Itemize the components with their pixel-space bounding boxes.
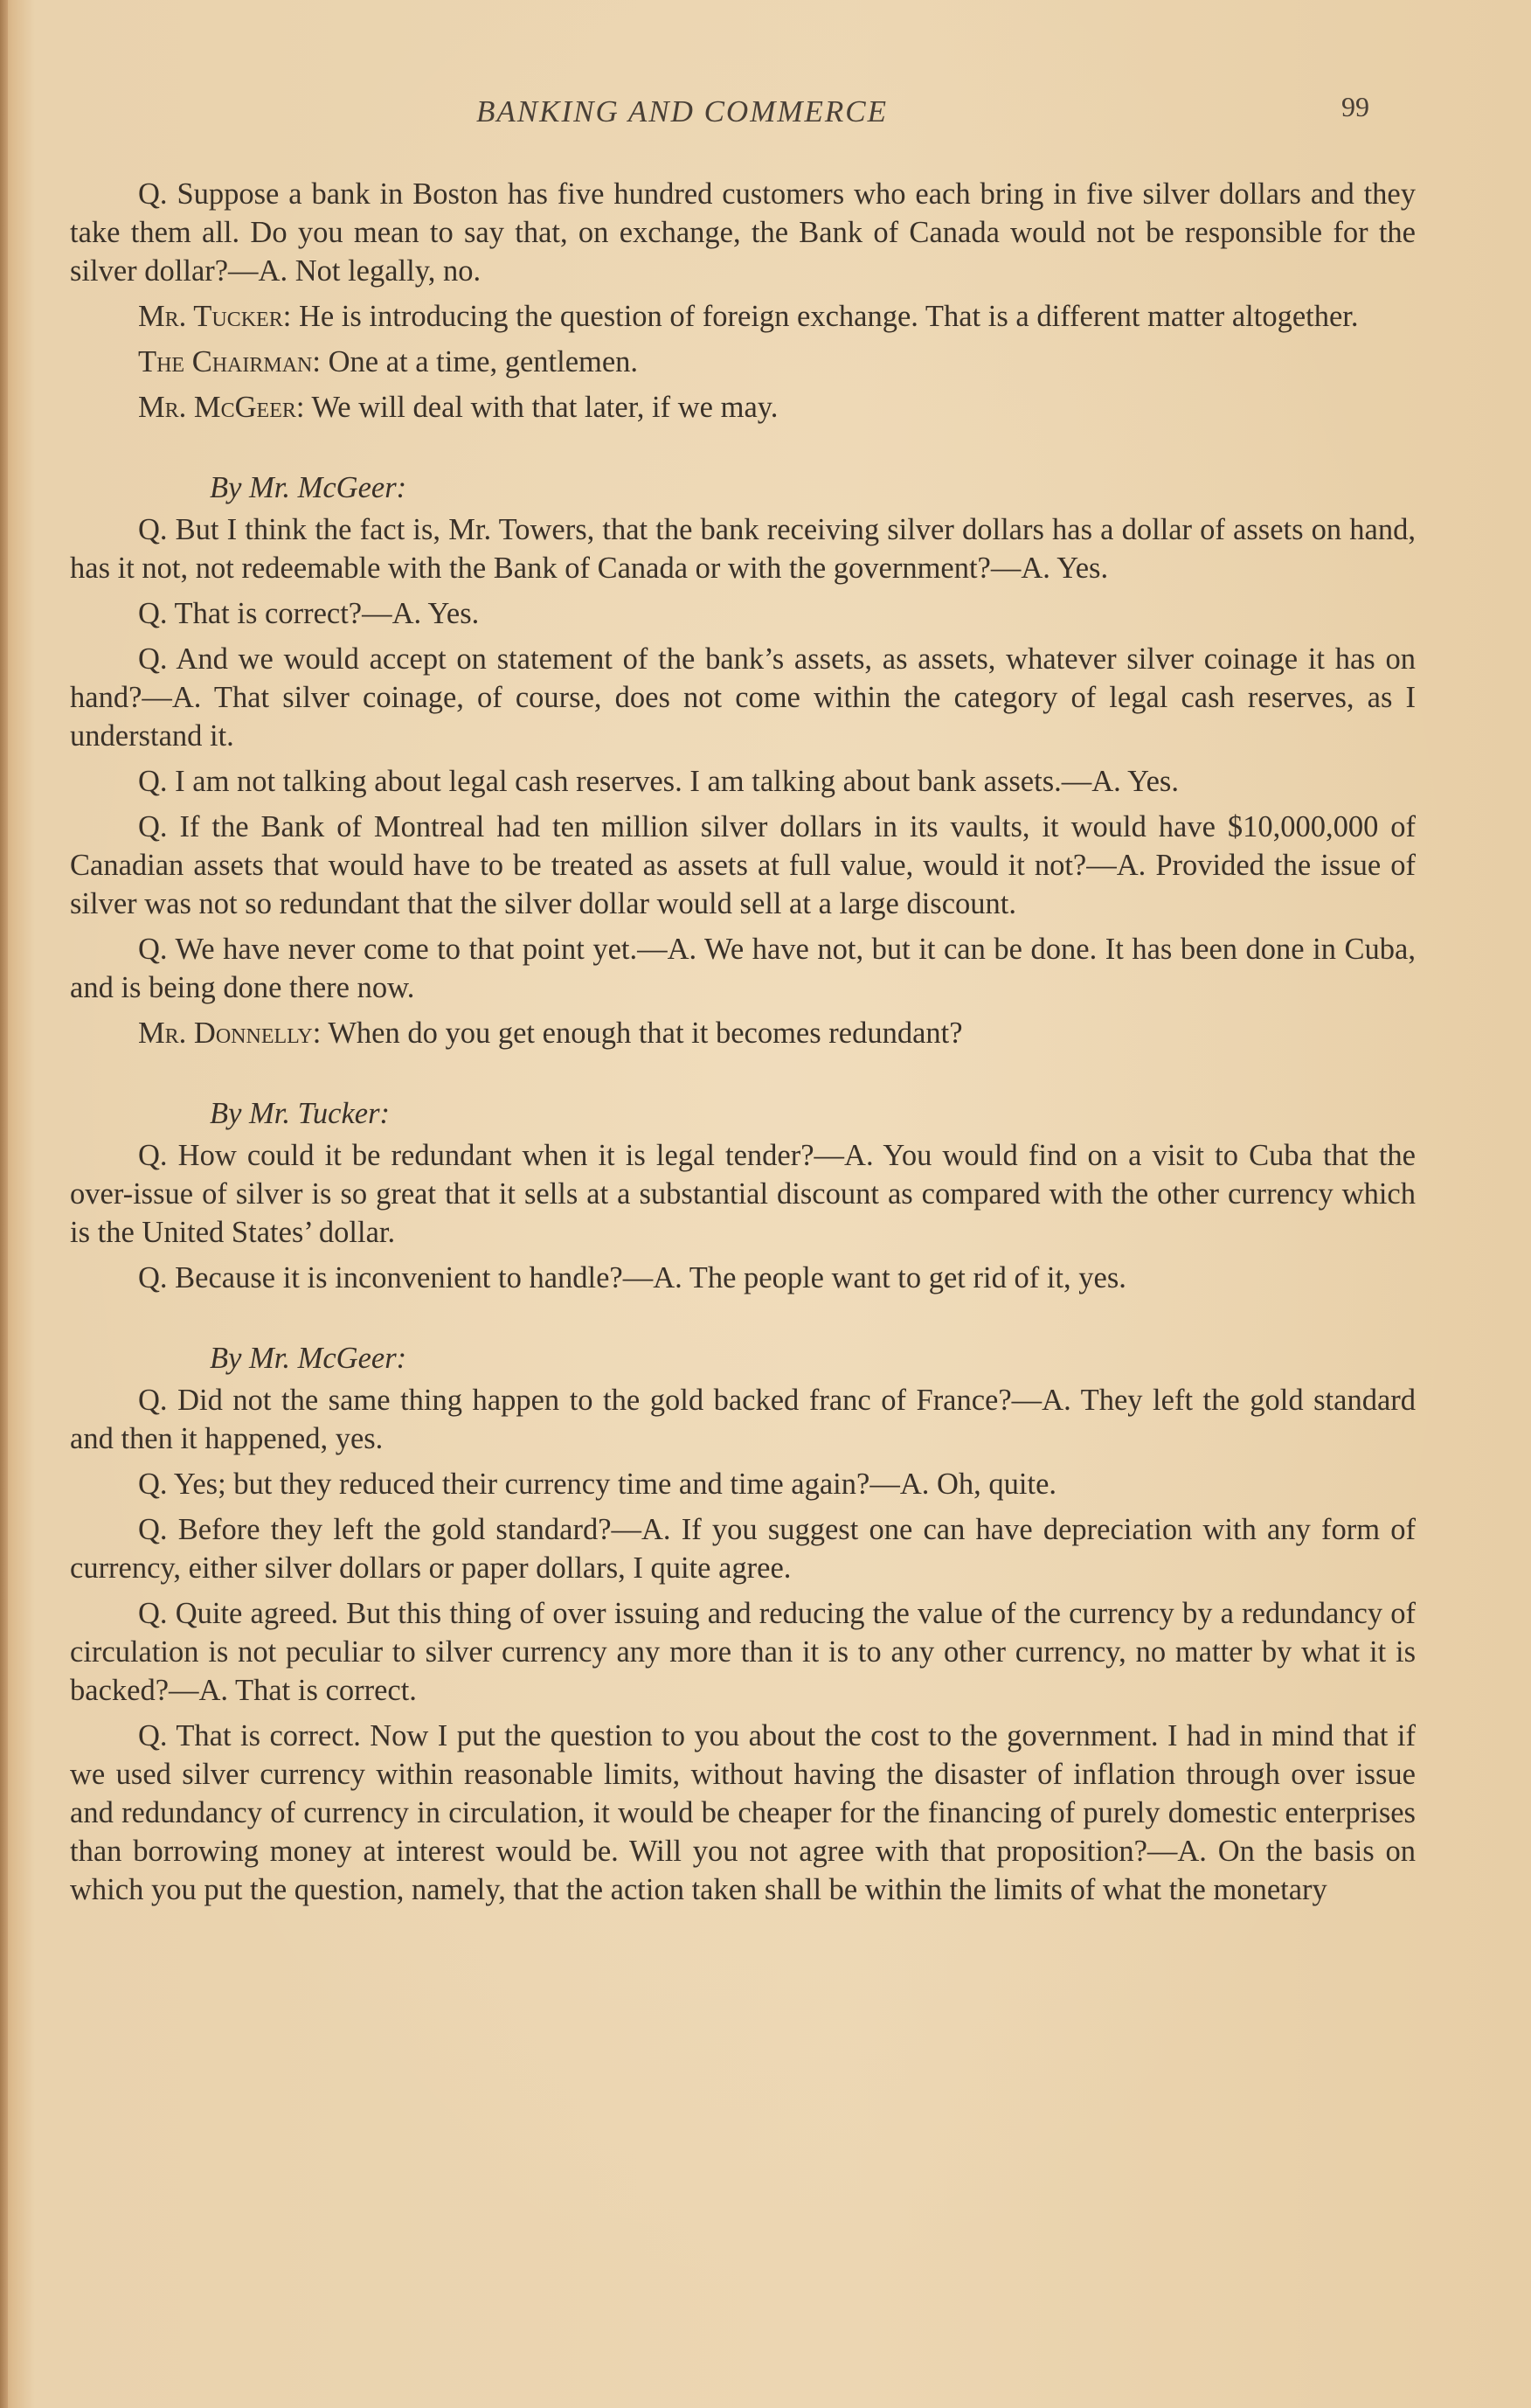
- speaker-name: Mr. Donnelly:: [138, 1017, 322, 1050]
- paragraph: [70, 175, 1416, 290]
- page-number: 99: [1341, 91, 1369, 122]
- paragraph-text: Q. Did not the same thing happen to the gold backed franc of France?—A. They left the gold standard and then it happened, yes.: [70, 1384, 1416, 1455]
- paragraph: [70, 1259, 1416, 1297]
- paragraph-text: Q. That is correct?—A. Yes.: [138, 597, 480, 630]
- paragraph: [70, 930, 1416, 1007]
- paragraph-text: One at a time, gentlemen.: [328, 345, 639, 378]
- paragraph-text: We will deal with that later, if we may.: [311, 391, 779, 424]
- paragraph-text: Q. And we would accept on statement of the bank’s assets, as assets, whatever silver coinage it has on hand?—A. That silver coinage, of course, does not come within the category of legal cash reserves, as I understand it.: [70, 642, 1416, 753]
- speaker-paragraph: [70, 343, 1416, 381]
- page-header: [0, 91, 1531, 138]
- paragraph-text: Q. Suppose a bank in Boston has five hundred customers who each bring in five silver dollars and they take them all. Do you mean to say that, on exchange, the Bank of Canada would not be responsible for the silver dollar?—A. Not legally, no.: [70, 177, 1416, 288]
- paragraph: [70, 1465, 1416, 1503]
- paragraph-text: He is introducing the question of foreign exchange. That is a different matter altogether.: [298, 300, 1359, 333]
- paragraph: [70, 762, 1416, 801]
- examiner-heading: By Mr. McGeer:: [210, 1342, 407, 1375]
- speaker-paragraph: [70, 1014, 1416, 1052]
- paragraph: [70, 1717, 1416, 1909]
- speaker-paragraph: [70, 388, 1416, 427]
- examiner-heading: By Mr. McGeer:: [210, 471, 407, 504]
- paragraph: [70, 1136, 1416, 1252]
- paragraph-text: When do you get enough that it becomes redundant?: [328, 1017, 963, 1050]
- speaker-name: The Chairman:: [138, 345, 321, 378]
- examiner-heading: By Mr. Tucker:: [210, 1097, 390, 1130]
- paragraph-text: Q. How could it be redundant when it is legal tender?—A. You would find on a visit to Cuba that the over-issue of silver is so great that it sells at a substantial discount as compared with the other currency which is the United States’ dollar.: [70, 1139, 1416, 1249]
- paragraph-text: Q. But I think the fact is, Mr. Towers, that the bank receiving silver dollars has a dollar of assets on hand, has it not, not redeemable with the Bank of Canada or with the government?—A. Yes.: [70, 513, 1416, 585]
- paragraph-text: Q. Because it is inconvenient to handle?—A. The people want to get rid of it, yes.: [138, 1261, 1126, 1294]
- paragraph: [70, 510, 1416, 587]
- paragraph: [70, 808, 1416, 923]
- paragraph-text: Q. Before they left the gold standard?—A. If you suggest one can have depreciation with any form of currency, either silver dollars or paper dollars, I quite agree.: [70, 1513, 1416, 1585]
- running-head: BANKING AND COMMERCE: [476, 94, 889, 128]
- paragraph-text: Q. Yes; but they reduced their currency time and time again?—A. Oh, quite.: [138, 1468, 1057, 1501]
- paragraph: [70, 1381, 1416, 1458]
- speaker-name: Mr. McGeer:: [138, 391, 305, 424]
- paragraph-text: Q. If the Bank of Montreal had ten million silver dollars in its vaults, it would have $10,000,000 of Canadian assets that would have to be treated as assets at full value, would it not?—A. Provided the issue of silver was not so redundant that the silver dollar would sell at a large discount.: [70, 810, 1416, 920]
- paragraph-text: Q. I am not talking about legal cash reserves. I am talking about bank assets.—A. Yes.: [138, 765, 1179, 798]
- paragraph: [70, 1594, 1416, 1710]
- paragraph-text: Q. Quite agreed. But this thing of over issuing and reducing the value of the currency by a redundancy of circulation is not peculiar to silver currency any more than it is to any other currency, no matter by what it is backed?—A. That is correct.: [70, 1597, 1416, 1707]
- paragraph-text: Q. That is correct. Now I put the question to you about the cost to the government. I had in mind that if we used silver currency within reasonable limits, without having the disaster of inflation through over issue and redundancy of currency in circulation, it would be cheaper for the financing of purely domestic enterprises than borrowing money at interest would be. Will you not agree with that proposition?—A. On the basis on which you put the question, namely, that the action taken shall be within the limits of what the monetary: [70, 1719, 1416, 1906]
- speaker-paragraph: [70, 297, 1416, 336]
- speaker-name: Mr. Tucker:: [138, 300, 292, 333]
- paragraph: [70, 594, 1416, 633]
- paragraph: [70, 1510, 1416, 1587]
- page-body: [70, 175, 1416, 1916]
- page-spine-shadow: [0, 0, 8, 2408]
- paragraph: [70, 640, 1416, 755]
- paragraph-text: Q. We have never come to that point yet.—A. We have not, but it can be done. It has been done in Cuba, and is being done there now.: [70, 933, 1416, 1004]
